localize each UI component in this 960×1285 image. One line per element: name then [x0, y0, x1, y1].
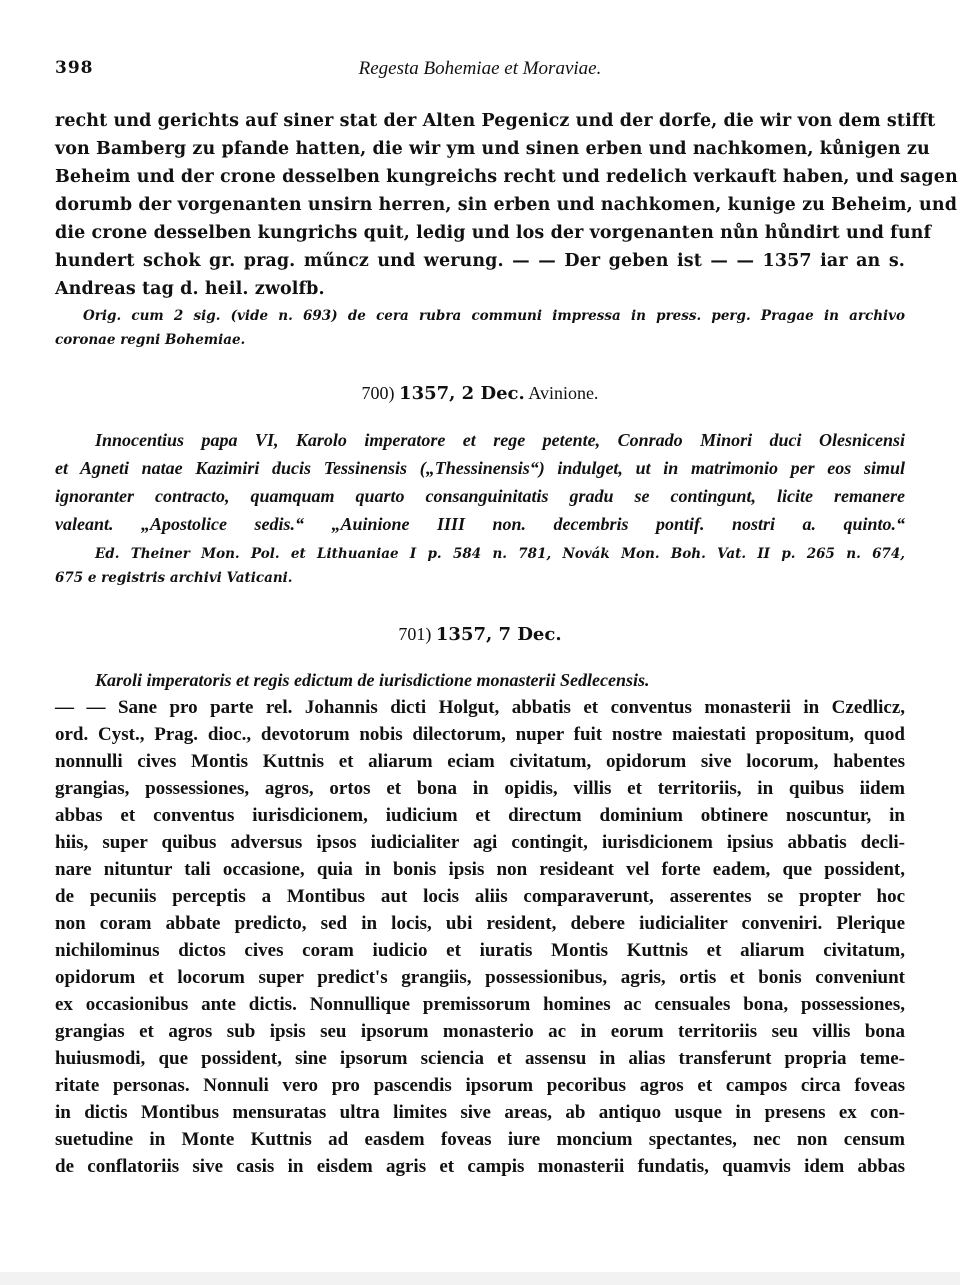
summary-line: valeant. „Apostolice sedis.“ „Auinione IIII non. decembris pontif. nostri a. quinto.“ — [55, 514, 905, 534]
document-700-source-note — [55, 542, 905, 590]
text-line: hundert schok gr. prag. műncz und werung. — — Der geben ist — — 1357 iar an s. — [55, 251, 905, 271]
text-line: nonnulli cives Montis Kuttnis et aliarum eciam civitatum, opidorum sive locorum, habentes — [55, 751, 905, 772]
text-line: — — Sane pro parte rel. Johannis dicti Holgut, abbatis et conventus monasterii in Czedlicz, — [55, 697, 905, 718]
text-line: suetudine in Monte Kuttnis ad easdem foveas iure moncium spectantes, nec non censum — [55, 1129, 905, 1150]
document-date: 1357, 2 Dec. — [399, 383, 525, 404]
note-line: 675 e registris archivi Vaticani. — [55, 570, 293, 586]
page-number: 398 — [55, 58, 94, 78]
text-line: die crone desselben kungrichs quit, ledig und los der vorgenanten nůn hůndirt und funf — [55, 223, 932, 243]
running-title: Regesta Bohemiae et Moraviae. — [358, 58, 602, 79]
page-header — [55, 58, 905, 86]
document-701-summary — [55, 666, 905, 694]
text-line: Andreas tag d. heil. zwolfb. — [55, 279, 325, 299]
note-line: Orig. cum 2 sig. (vide n. 693) de cera rubra communi impressa in press. perg. Pragae in archivo — [83, 308, 905, 324]
text-line: ex occasionibus ante dictis. Nonnullique premissorum homines ac censuales bona, possessiones, — [55, 994, 905, 1015]
text-line: dorumb der vorgenanten unsirn herren, sin erben und nachkomen, kunige zu Beheim, und — [55, 195, 958, 215]
summary-line: et Agneti natae Kazimiri ducis Tessinensis („Thessinensis“) indulget, ut in matrimonio per eos simul — [55, 458, 905, 478]
text-line: ord. Cyst., Prag. dioc., devotorum nobis dilectorum, nuper fuit nostre maiestati propositum, quod — [55, 724, 905, 745]
document-number: 700) — [361, 383, 395, 403]
text-line: ritate personas. Nonnuli vero pro pascendis ipsorum pecoribus agros et campos circa foveas — [55, 1075, 905, 1096]
note-line: coronae regni Bohemiae. — [55, 332, 246, 348]
text-line: de pecuniis perceptis a Montibus aut locis aliis comparaverunt, asserentes se propter hoc — [55, 886, 905, 907]
text-line: von Bamberg zu pfande hatten, die wir ym und sinen erben und nachkomen, kůnigen zu — [55, 139, 930, 159]
text-line: grangias, possessiones, agros, ortos et bona in opidis, villis et territoriis, in quibus iidem — [55, 778, 905, 799]
text-line: huiusmodi, que possident, sine ipsorum sciencia et assensu in alias transferunt propria teme- — [55, 1048, 905, 1069]
scan-bottom-edge — [0, 1272, 960, 1285]
text-line: Beheim und der crone desselben kungreichs recht und redelich verkauft haben, und sagen — [55, 167, 958, 187]
note-line: Ed. Theiner Mon. Pol. et Lithuaniae I p. 584 n. 781, Novák Mon. Boh. Vat. II p. 265 n. 674, — [95, 546, 905, 562]
document-701-heading — [55, 624, 905, 645]
intro-source-note — [55, 304, 905, 352]
document-700-summary — [55, 426, 905, 538]
text-line: non coram abbate predicto, sed in locis, ubi resident, debere iudicialiter conveniri. Plerique — [55, 913, 905, 934]
text-line: grangias et agros sub ipsis seu ipsorum monasterio ac in eorum territoriis seu villis bona — [55, 1021, 905, 1042]
text-line: hiis, super quibus adversus ipsos iudicialiter agi contingit, iurisdicionem ipsius abbatis decli- — [55, 832, 905, 853]
summary-line: Innocentius papa VI, Karolo imperatore et rege petente, Conrado Minori duci Olesnicensi — [95, 430, 905, 450]
text-line: nare nituntur tali occasione, quia in bonis ipsis non resideant vel forte eadem, que possident, — [55, 859, 905, 880]
document-number: 701) — [398, 624, 432, 644]
text-line: in dictis Montibus mensuratas ultra limites sive areas, ab antiquo usque in presens ex con- — [55, 1102, 905, 1123]
summary-line: Karoli imperatoris et regis edictum de iurisdictione monasterii Sedlecensis. — [95, 670, 650, 690]
summary-line: ignoranter contracto, quamquam quarto consanguinitatis gradu se contingunt, licite remanere — [55, 486, 905, 506]
document-place: Avinione. — [528, 383, 599, 403]
document-date: 1357, 7 Dec. — [435, 624, 562, 645]
intro-paragraph — [55, 107, 958, 303]
text-line: nichilominus dictos cives coram iudicio et iuratis Montis Kuttnis et aliarum civitatum, — [55, 940, 905, 961]
text-line: abbas et conventus iurisdicionem, iudicium et directum dominium obtinere noscuntur, in — [55, 805, 905, 826]
text-line: de conflatoriis sive casis in eisdem agris et campis monasterii fundatis, quamvis idem abbas — [55, 1156, 905, 1177]
document-700-heading — [55, 383, 905, 404]
text-line: opidorum et locorum super predict's grangiis, possessionibus, agris, ortis et bonis conveniunt — [55, 967, 905, 988]
text-line: recht und gerichts auf siner stat der Alten Pegenicz und der dorfe, die wir von dem stifft — [55, 111, 936, 131]
document-701-body — [55, 694, 905, 1180]
